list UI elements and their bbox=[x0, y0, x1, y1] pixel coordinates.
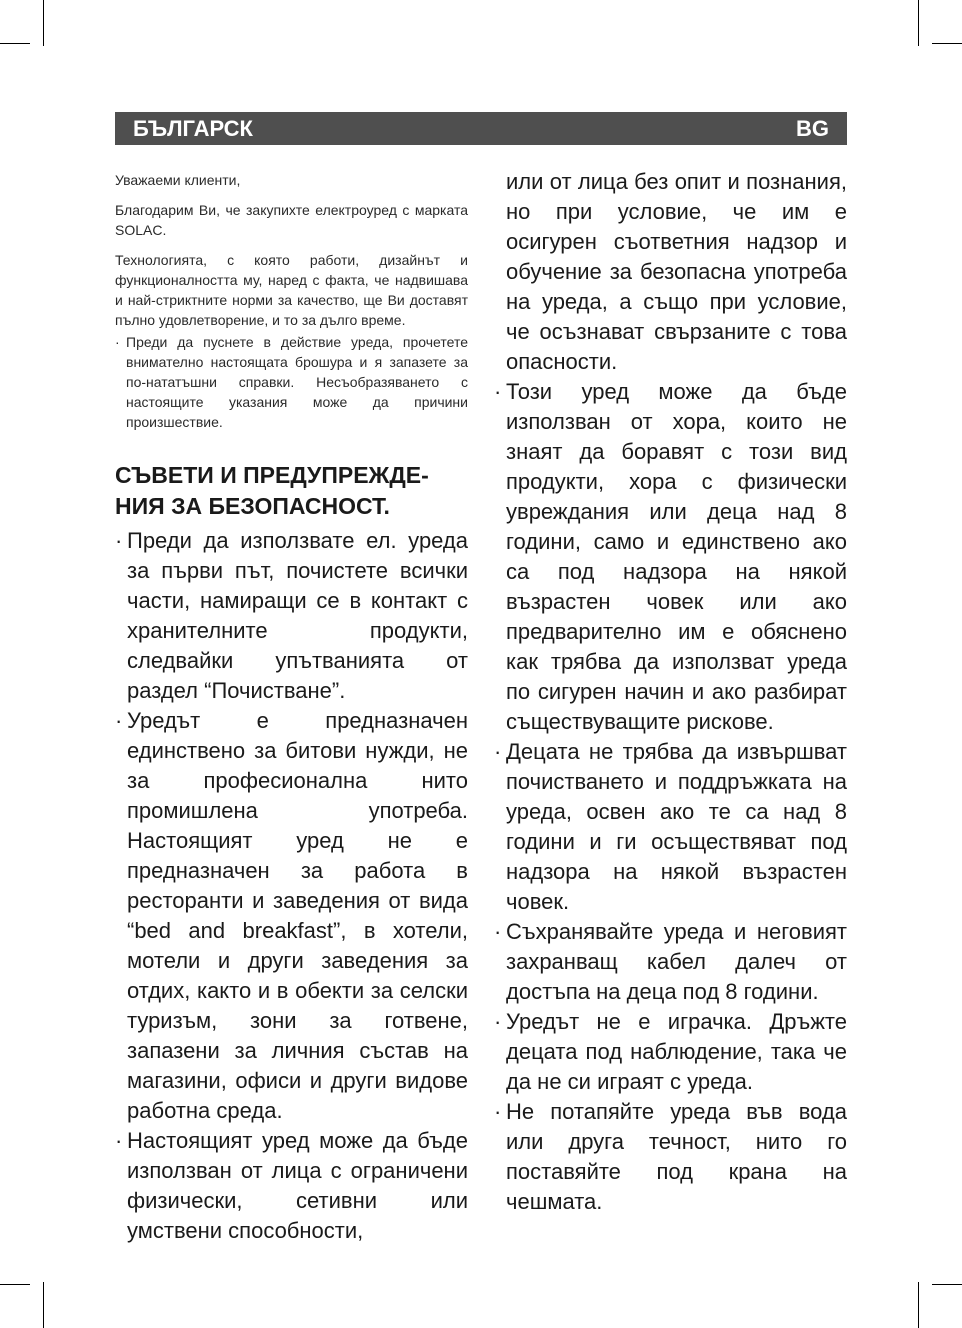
list-item: · Съхранявайте уреда и неговият захранващ кабел далеч от достъпа на деца под 8 години. bbox=[494, 917, 847, 1007]
crop-mark bbox=[918, 0, 919, 46]
left-column bbox=[115, 170, 468, 1246]
list-item-continuation: или от лица без опит и познания, но при условие, че им е осигурен съответния надзор и обучение за безопасна употреба на уреда, а също при условие, че осъзнават свързаните с това опасности. bbox=[506, 169, 847, 374]
section-heading bbox=[115, 460, 468, 522]
intro-thanks: Благодарим Ви, че закупихте електроуред с марката SOLAC. bbox=[115, 202, 468, 238]
list-item: · Този уред може да бъде използван от хора, които не знаят да боравят с този вид продукти, хора с физически увреждания или деца над 8 години, само и единствено ако са под надзора на някой възрастен човек или ако предварително им е обяснено как трябва да използват уреда по сигурен начин и ако разбират съществуващите рискове. bbox=[494, 377, 847, 737]
section-heading-line-2: НИЯ ЗА БЕЗОПАСНОСТ. bbox=[115, 493, 390, 519]
right-column bbox=[494, 167, 847, 1217]
intro-greeting: Уважаеми клиенти, bbox=[115, 172, 241, 188]
left-safety-list bbox=[115, 526, 468, 1246]
crop-mark bbox=[918, 1282, 919, 1328]
list-item: · Уредът е предназначен единствено за битови нужди, не за професионална нито промишлена употреба. Настоящият уред не е предназначен за работа в ресторанти и заведения от вида “bed and breakfast”, в хотели, мотели и други заведения за отдих, както и в обекти за селски туризъм, зони за готвене, запазени за личния състав на магазини, офиси и други видове работна среда. bbox=[115, 706, 468, 1126]
section-heading-line-1: СЪВЕТИ И ПРЕДУПРЕЖДЕ- bbox=[115, 462, 429, 488]
language-code: BG bbox=[796, 116, 829, 141]
list-item: · Преди да използвате ел. уреда за първи път, почистете всички части, намиращи се в контакт с хранителните продукти, следвайки упътванията от раздел “Почистване”. bbox=[115, 526, 468, 706]
list-item: · Не потапяйте уреда във вода или друга течност, нито го поставяйте под крана на чешмата. bbox=[494, 1097, 847, 1217]
language-header-bar bbox=[115, 112, 847, 145]
language-title: БЪЛГАРСК bbox=[133, 116, 253, 141]
right-safety-list bbox=[494, 167, 847, 1217]
crop-mark bbox=[43, 0, 44, 46]
list-item: · Уредът не е играчка. Дръжте децата под наблюдение, така че да не си играят с уреда. bbox=[494, 1007, 847, 1097]
crop-mark bbox=[0, 1284, 30, 1285]
crop-mark bbox=[0, 43, 30, 44]
crop-mark bbox=[43, 1282, 44, 1328]
list-item: · Настоящият уред може да бъде използван от лица с ограничени физически, сетивни или умствени способности, bbox=[115, 1126, 468, 1246]
crop-mark bbox=[932, 43, 962, 44]
intro-section bbox=[115, 170, 468, 432]
intro-bullet: · Преди да пуснете в действие уреда, прочетете внимателно настоящата брошура и я запазете за по-нататъшни справки. Несъобразяването с настоящите указания може да причини произшествие. bbox=[115, 332, 468, 432]
crop-mark bbox=[932, 1284, 962, 1285]
list-item: · Децата не трябва да извършват почистването и поддръжката на уреда, освен ако те са над 8 години и ги осъществяват под надзора на някой възрастен човек. bbox=[494, 737, 847, 917]
intro-technology: Технологията, с която работи, дизайнът и функционалността му, наред с факта, че надвишава и най-стриктните норми за качество, ще Ви доставят пълно удовлетворение, и то за дълго време. bbox=[115, 252, 468, 328]
